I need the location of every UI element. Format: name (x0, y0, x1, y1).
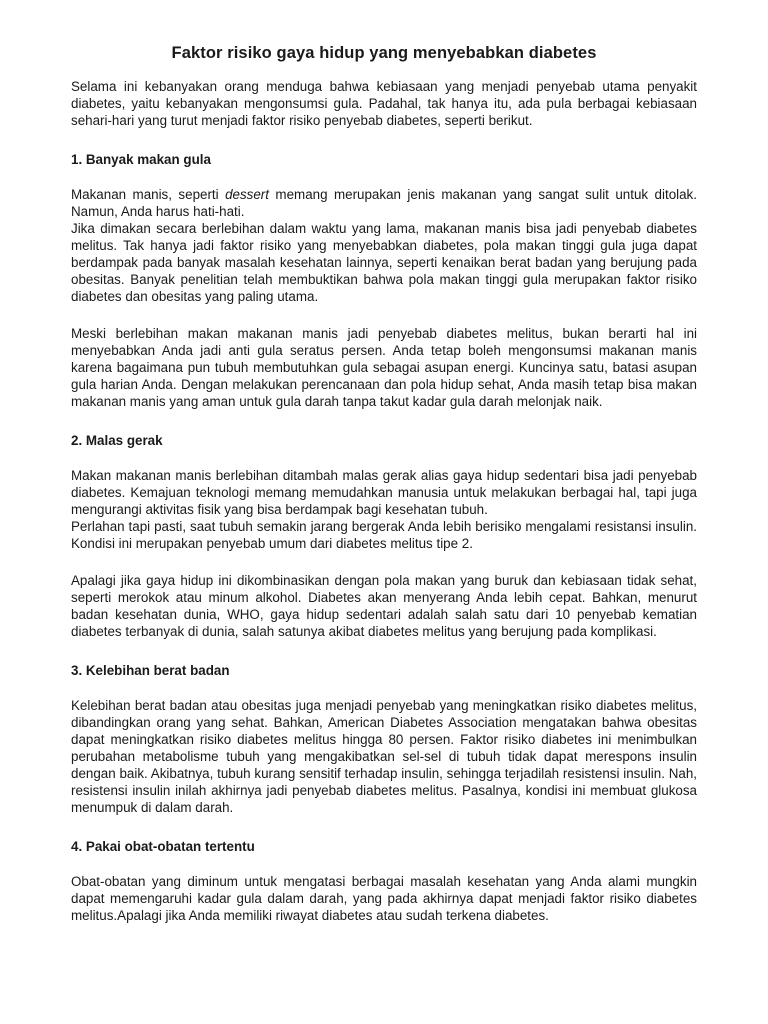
document-title: Faktor risiko gaya hidup yang menyebabkan diabetes (171, 44, 597, 62)
section-2-paragraph-3: Apalagi jika gaya hidup ini dikombinasikan dengan pola makan yang buruk dan kebiasaan tidak sehat, seperti merokok atau minum alkohol. Diabetes akan menyerang Anda lebih cepat. Bahkan, menurut badan kesehatan dunia, WHO, gaya hidup sedentari adalah salah satu dari 10 penyebab kematian diabetes terbanyak di dunia, salah satunya akibat diabetes melitus yang berujung pada komplikasi. (71, 573, 697, 639)
text-run: Makanan manis, seperti (71, 187, 226, 202)
section-3-paragraph-1: Kelebihan berat badan atau obesitas juga menjadi penyebab yang meningkatkan risiko diabetes melitus, dibandingkan orang yang sehat. Bahkan, American Diabetes Association mengatakan bahwa obesitas dapat meningkatkan risiko diabetes melitus hingga 80 persen. Faktor risiko diabetes ini menimbulkan perubahan metabolisme tubuh yang mengakibatkan sel-sel di tubuh tidak dapat merespons insulin dengan baik. Akibatnya, tubuh kurang sensitif terhadap insulin, sehingga terjadilah resistensi insulin. Nah, resistensi insulin inilah akhirnya jadi penyebab diabetes melitus. Pasalnya, kondisi ini membuat glukosa menumpuk di dalam darah. (71, 698, 697, 815)
section-2-paragraph-1: Makan makanan manis berlebihan ditambah malas gerak alias gaya hidup sedentari bisa jadi penyebab diabetes. Kemajuan teknologi memang memudahkan manusia untuk melakukan berbagai hal, tapi juga mengurangi aktivitas fisik yang bisa berdampak bagi kesehatan tubuh. (71, 468, 697, 517)
section-4-heading: 4. Pakai obat-obatan tertentu (71, 839, 255, 854)
section-4-paragraph-1: Obat-obatan yang diminum untuk mengatasi berbagai masalah kesehatan yang Anda alami mungkin dapat memengaruhi kadar gula dalam darah, yang pada akhirnya dapat menjadi faktor risiko diabetes melitus.Apalagi jika Anda memiliki riwayat diabetes atau sudah terkena diabetes. (71, 874, 697, 923)
section-1-paragraph-3: Meski berlebihan makan makanan manis jadi penyebab diabetes melitus, bukan berarti hal ini menyebabkan Anda jadi anti gula seratus persen. Anda tetap boleh mengonsumsi makanan manis karena bagaimana pun tubuh membutuhkan gula sebagai asupan energi. Kuncinya satu, batasi asupan gula harian Anda. Dengan melakukan perencanaan dan pola hidup sehat, Anda masih tetap bisa makan makanan manis yang aman untuk gula darah tanpa takut kadar gula darah melonjak naik. (71, 326, 697, 409)
section-2-paragraph-2: Perlahan tapi pasti, saat tubuh semakin jarang bergerak Anda lebih berisiko mengalami resistansi insulin. Kondisi ini merupakan penyebab umum dari diabetes melitus tipe 2. (71, 519, 697, 551)
text-run: memang merupakan jenis makanan yang sangat sulit untuk ditolak. Namun, Anda harus hati-hati. (71, 187, 697, 219)
section-1-heading: 1. Banyak makan gula (71, 152, 211, 167)
intro-paragraph: Selama ini kebanyakan orang menduga bahwa kebiasaan yang menjadi penyebab utama penyakit diabetes, yaitu kebanyakan mengonsumsi gula. Padahal, tak hanya itu, ada pula berbagai kebiasaan sehari-hari yang turut menjadi faktor risiko penyebab diabetes, seperti berikut. (71, 79, 697, 128)
section-3-heading: 3. Kelebihan berat badan (71, 663, 230, 678)
emphasis-text: dessert (225, 187, 269, 202)
section-2-heading: 2. Malas gerak (71, 433, 163, 448)
section-1-paragraph-1 (71, 186, 697, 220)
section-1-paragraph-2: Jika dimakan secara berlebihan dalam waktu yang lama, makanan manis bisa jadi penyebab diabetes melitus. Tak hanya jadi faktor risiko yang menyebabkan diabetes, pola makan tinggi gula juga dapat berdampak pada banyak masalah kesehatan lainnya, seperti kenaikan berat badan yang berujung pada obesitas. Banyak penelitian telah membuktikan bahwa pola makan tinggi gula merupakan faktor risiko diabetes dan obesitas yang paling utama. (71, 221, 697, 304)
